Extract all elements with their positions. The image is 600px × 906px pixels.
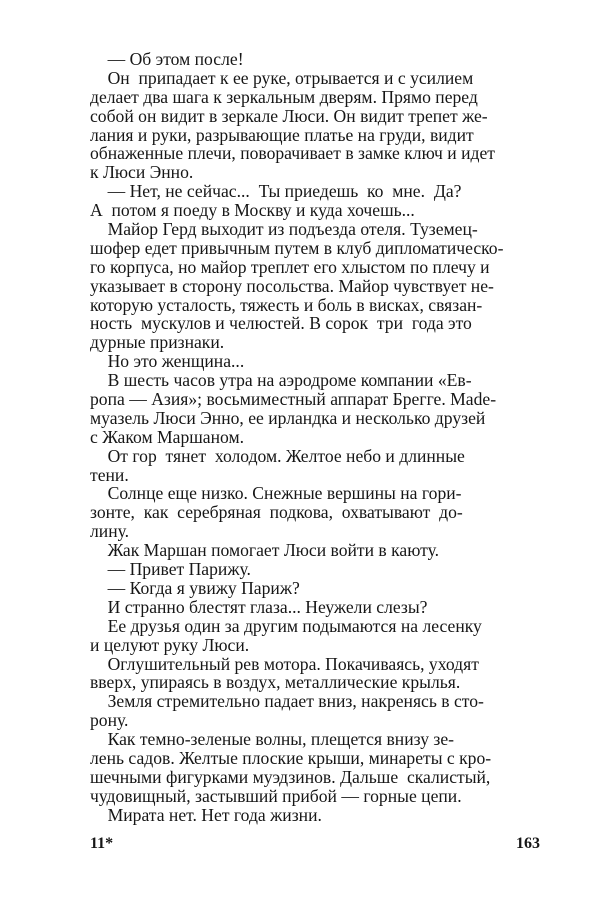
text-line: шечными фигурками муэдзинов. Дальше скалистый, bbox=[90, 766, 491, 787]
text-line: лину. bbox=[90, 521, 130, 542]
text-line: и целуют руку Люси. bbox=[90, 634, 250, 655]
text-line: указывает в сторону посольства. Майор чувствует не- bbox=[90, 275, 494, 296]
text-line: И странно блестят глаза... Неужели слезы? bbox=[90, 596, 428, 617]
text-line: муазель Люси Энно, ее ирландка и несколько друзей bbox=[90, 407, 486, 428]
signature-mark: 11* bbox=[90, 835, 114, 852]
text-line: Солнце еще низко. Снежные вершины на гори- bbox=[90, 483, 462, 504]
text-line: ропа — Азия»; восьмиместный аппарат Брегге. Мade- bbox=[90, 389, 497, 410]
page-footer bbox=[90, 835, 540, 853]
text-line: с Жаком Маршаном. bbox=[90, 426, 245, 447]
text-line: лень садов. Желтые плоские крыши, минареты с кро- bbox=[90, 747, 492, 768]
text-line: делает два шага к зеркальным дверям. Прямо перед bbox=[90, 86, 478, 107]
text-line: — Привет Парижу. bbox=[90, 559, 251, 580]
text-line: — Когда я увижу Париж? bbox=[90, 577, 300, 598]
text-line: обнаженные плечи, поворачивает в замке ключ и идет bbox=[90, 143, 495, 164]
text-line: к Люси Энно. bbox=[90, 162, 194, 183]
text-line: Земля стремительно падает вниз, накренясь в сто- bbox=[90, 691, 484, 712]
text-line: вверх, упираясь в воздух, металлические крылья. bbox=[90, 672, 461, 693]
text-line: — Об этом после! bbox=[90, 49, 244, 69]
text-line: А потом я поеду в Москву и куда хочешь... bbox=[90, 200, 415, 221]
text-line: шофер едет привычным путем в клуб дипломатическо- bbox=[90, 237, 504, 258]
text-line: — Нет, не сейчас... Ты приедешь ко мне. Да? bbox=[90, 181, 462, 202]
body-text bbox=[90, 50, 540, 825]
text-line: лания и руки, разрывающие платье на груди, видит bbox=[90, 124, 474, 145]
text-line: чудовищный, застывший прибой — горные цепи. bbox=[90, 785, 462, 806]
text-line: рону. bbox=[90, 710, 129, 731]
text-line: Мирата нет. Нет года жизни. bbox=[90, 804, 322, 825]
text-line: Он припадает к ее руке, отрывается и с усилием bbox=[90, 67, 474, 88]
text-line: Ее друзья один за другим подымаются на лесенку bbox=[90, 615, 482, 636]
text-line: В шесть часов утра на аэродроме компании «Ев- bbox=[90, 370, 472, 391]
text-line: го корпуса, но майор треплет его хлыстом по плечу и bbox=[90, 256, 490, 277]
text-line: дурные признаки. bbox=[90, 332, 225, 353]
text-line: Как темно-зеленые волны, плещется внизу зе- bbox=[90, 729, 455, 750]
page-number: 163 bbox=[516, 835, 540, 852]
text-line: зонте, как серебряная подкова, охватывают до- bbox=[90, 502, 463, 523]
text-line: Но это женщина... bbox=[90, 351, 245, 372]
text-line: Майор Герд выходит из подъезда отеля. Туземец- bbox=[90, 219, 478, 240]
text-line: Оглушительный рев мотора. Покачиваясь, уходят bbox=[90, 653, 479, 674]
text-line: собой он видит в зеркале Люси. Он видит трепет же- bbox=[90, 105, 488, 126]
text-line: Жак Маршан помогает Люси войти в каюту. bbox=[90, 540, 440, 561]
text-line: От гор тянет холодом. Желтое небо и длинные bbox=[90, 445, 465, 466]
text-line: ность мускулов и челюстей. В сорок три года это bbox=[90, 313, 472, 334]
text-line: которую усталость, тяжесть и боль в висках, связан- bbox=[90, 294, 483, 315]
text-line: тени. bbox=[90, 464, 129, 485]
